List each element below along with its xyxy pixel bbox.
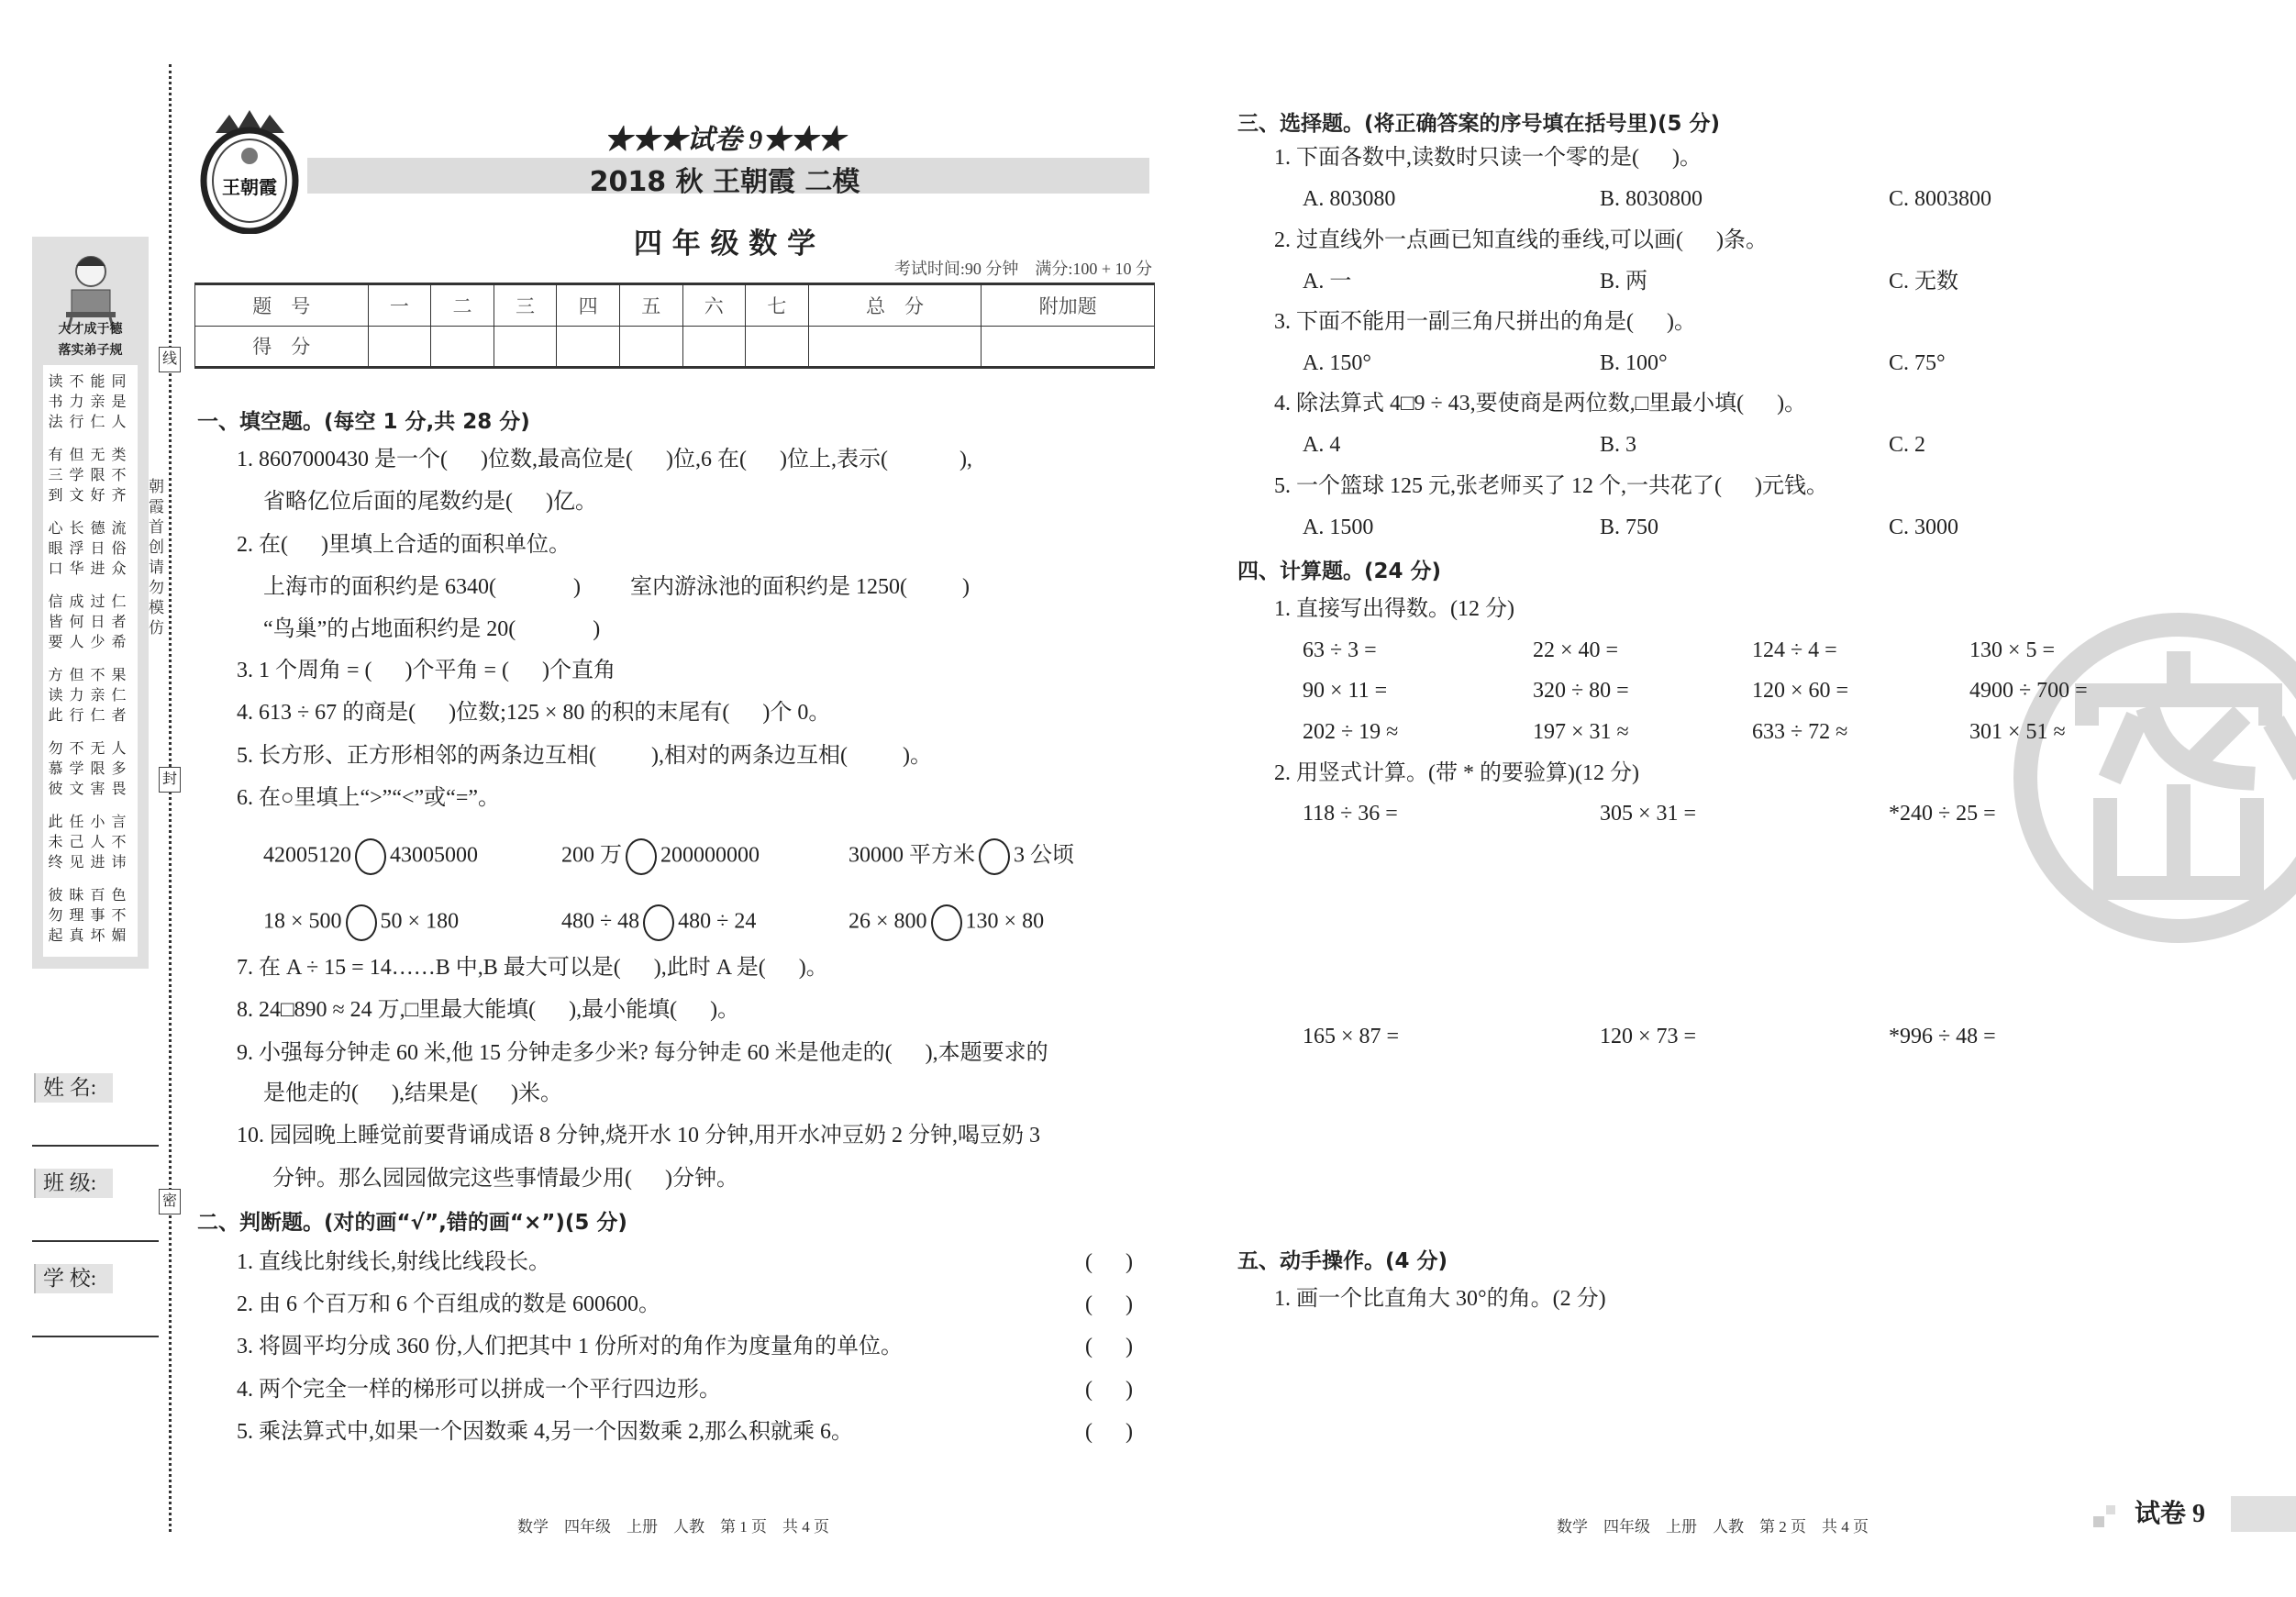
poem-line: 信成过仁 — [48, 594, 133, 610]
fill-blank-line: 7. 在 A ÷ 15 = 14……B 中,B 最大可以是( ),此时 A 是( )。 — [237, 956, 828, 980]
fill-blank-line: 是他走的( ),结果是( )米。 — [263, 1081, 562, 1105]
oral-calc-item: 301 × 51 ≈ — [1969, 720, 2066, 744]
choice-option: C. 无数 — [1889, 270, 1959, 294]
poem-gap — [43, 433, 138, 446]
choice-option: A. 4 — [1303, 433, 1341, 457]
score-header-cell: 二 — [431, 284, 494, 327]
comparison-right: 50 × 180 — [380, 909, 460, 934]
poem-gap — [43, 580, 138, 593]
paper-number: ★★★试卷 9★★★ — [604, 125, 846, 155]
di-zi-gui-poem — [43, 365, 138, 957]
choice-question: 3. 下面不能用一副三角尺拼出的角是( )。 — [1274, 310, 1696, 334]
answer-bracket[interactable]: ( ) — [1085, 1335, 1133, 1359]
fill-blank-line: 2. 在( )里填上合适的面积单位。 — [237, 533, 571, 557]
answer-circle[interactable] — [643, 904, 674, 941]
score-header-cell: 一 — [368, 284, 431, 327]
score-cell[interactable] — [368, 326, 431, 368]
oral-calc-item: 197 × 31 ≈ — [1533, 720, 1629, 744]
oral-calc-item: 130 × 5 = — [1969, 638, 2056, 662]
school-field[interactable] — [32, 1336, 159, 1337]
choice-question: 2. 过直线外一点画已知直线的垂线,可以画( )条。 — [1274, 228, 1768, 252]
fill-blank-line: 4. 613 ÷ 67 的商是( )位数;125 × 80 的积的末尾有( )个 0。 — [237, 701, 831, 725]
calc-part2-title: 2. 用竖式计算。(带 * 的要验算)(12 分) — [1274, 761, 1639, 785]
section-1-title: 一、填空题。(每空 1 分,共 28 分) — [197, 410, 530, 434]
answer-circle[interactable] — [626, 838, 657, 875]
poem-line: 书力亲是 — [48, 394, 133, 410]
copyright-note: 朝霞首创 请勿模仿 — [149, 478, 164, 637]
watermark-seal-icon — [2013, 613, 2296, 943]
comparison-item — [263, 838, 478, 875]
name-field[interactable] — [32, 1145, 159, 1147]
poem-line: 彼昧百色 — [48, 888, 133, 904]
logo-text: 王朝霞 — [222, 176, 277, 198]
choice-question: 5. 一个篮球 125 元,张老师买了 12 个,一共花了( )元钱。 — [1274, 474, 1828, 498]
answer-bracket[interactable]: ( ) — [1085, 1420, 1133, 1444]
fill-blank-line: 省略亿位后面的尾数约是( )亿。 — [263, 490, 597, 514]
motto-line: 落实弟子规 — [58, 343, 123, 358]
fill-blank-line: 1. 8607000430 是一个( )位数,最高位是( )位,6 在( )位上,表示( ), — [237, 448, 972, 471]
poem-line: 彼文害畏 — [48, 782, 133, 797]
score-header-row — [195, 284, 1155, 327]
score-header-cell: 附加题 — [982, 284, 1155, 327]
poem-gap — [43, 653, 138, 666]
poem-gap — [43, 800, 138, 813]
section-5-title: 五、动手操作。(4 分) — [1237, 1249, 1448, 1273]
oral-calc-item: 124 ÷ 4 = — [1752, 638, 1837, 662]
fill-blank-line: 10. 园园晚上睡觉前要背诵成语 8 分钟,烧开水 10 分钟,用开水冲豆奶 2 分钟,喝豆奶 3 — [237, 1124, 1040, 1148]
oral-calc-item: 22 × 40 = — [1533, 638, 1619, 662]
paper-tab-label: 试卷 9 — [2135, 1500, 2206, 1528]
section-4-title: 四、计算题。(24 分) — [1237, 560, 1442, 583]
comparison-left: 18 × 500 — [263, 909, 342, 934]
comparison-item — [561, 838, 760, 875]
name-label: 姓 名: — [34, 1073, 113, 1103]
choice-option: C. 3000 — [1889, 516, 1959, 539]
score-header-cell: 三 — [494, 284, 557, 327]
subject-title: 四 年 级 数 学 — [633, 227, 816, 261]
fill-blank-line: 6. 在○里填上“>”“<”或“=”。 — [237, 786, 501, 810]
tab-decoration — [2093, 1516, 2104, 1527]
calc-part1-title: 1. 直接写出得数。(12 分) — [1274, 597, 1514, 621]
class-label: 班 级: — [34, 1169, 113, 1198]
judgment-item: 2. 由 6 个百万和 6 个百组成的数是 600600。 — [237, 1292, 660, 1316]
section-3-title: 三、选择题。(将正确答案的序号填在括号里)(5 分) — [1237, 112, 1721, 136]
poem-line: 心长德流 — [48, 521, 133, 537]
answer-bracket[interactable]: ( ) — [1085, 1292, 1133, 1316]
vertical-calc-item: 120 × 73 = — [1600, 1025, 1697, 1048]
comparison-left: 30000 平方米 — [849, 843, 975, 868]
banner-title: 2018 秋 王朝霞 二模 — [589, 166, 860, 198]
fill-blank-line: 分钟。那么园园做完这些事情最少用( )分钟。 — [272, 1167, 738, 1191]
poem-line: 勿理事不 — [48, 908, 133, 924]
student-illustration — [64, 248, 117, 330]
comparison-right: 480 ÷ 24 — [678, 909, 757, 934]
page-footer-left: 数学 四年级 上册 人教 第 1 页 共 4 页 — [517, 1518, 829, 1536]
choice-option: A. 1500 — [1303, 516, 1374, 539]
fill-blank-line: “鸟巢”的占地面积约是 20( ) — [263, 617, 601, 641]
choice-option: C. 8003800 — [1889, 187, 1992, 211]
score-cell[interactable] — [494, 326, 557, 368]
choice-option: B. 3 — [1600, 433, 1637, 457]
comparison-item — [561, 904, 756, 941]
oral-calc-item: 63 ÷ 3 = — [1303, 638, 1377, 662]
comparison-left: 26 × 800 — [849, 909, 927, 934]
poem-gap — [43, 506, 138, 519]
comparison-right: 130 × 80 — [965, 909, 1045, 934]
poem-line: 口华进众 — [48, 561, 133, 577]
answer-circle[interactable] — [346, 904, 377, 941]
comparison-item — [849, 904, 1044, 941]
vertical-calc-item: 165 × 87 = — [1303, 1025, 1400, 1048]
judgment-item: 1. 直线比射线长,射线比线段长。 — [237, 1250, 550, 1274]
score-cell[interactable] — [682, 326, 746, 368]
score-header-cell: 七 — [746, 284, 809, 327]
choice-option: B. 8030800 — [1600, 187, 1703, 211]
comparison-right: 43005000 — [390, 843, 478, 868]
score-cell[interactable] — [619, 326, 682, 368]
oral-calc-item: 202 ÷ 19 ≈ — [1303, 720, 1399, 744]
sidebar-panel — [32, 237, 149, 969]
score-table — [194, 283, 1155, 369]
score-header-cell: 四 — [557, 284, 620, 327]
choice-option: A. 一 — [1303, 270, 1352, 294]
choice-option: B. 750 — [1600, 516, 1659, 539]
brand-logo — [197, 105, 303, 234]
score-row — [195, 326, 1155, 368]
comparison-right: 3 公顷 — [1014, 843, 1074, 868]
fill-blank-line: 9. 小强每分钟走 60 米,他 15 分钟走多少米? 每分钟走 60 米是他走的( ),本题要求的 — [237, 1041, 1048, 1065]
poem-line: 要人少希 — [48, 635, 133, 650]
judgment-item: 3. 将圆平均分成 360 份,人们把其中 1 份所对的角作为度量角的单位。 — [237, 1335, 903, 1359]
vertical-calc-item: *240 ÷ 25 = — [1889, 802, 1996, 826]
score-header-cell: 五 — [619, 284, 682, 327]
judgment-item: 5. 乘法算式中,如果一个因数乘 4,另一个因数乘 2,那么积就乘 6。 — [237, 1420, 853, 1444]
poem-line: 方但不果 — [48, 668, 133, 683]
choice-question: 1. 下面各数中,读数时只读一个零的是( )。 — [1274, 146, 1702, 170]
fill-blank-line: 5. 长方形、正方形相邻的两条边互相( ),相对的两条边互相( )。 — [237, 744, 932, 768]
oral-calc-item: 633 ÷ 72 ≈ — [1752, 720, 1848, 744]
poem-line: 此行仁者 — [48, 708, 133, 724]
score-cell[interactable] — [746, 326, 809, 368]
binding-mark: 线 — [159, 347, 181, 372]
poem-line: 慕学限多 — [48, 761, 133, 777]
oral-calc-item: 320 ÷ 80 = — [1533, 679, 1629, 703]
poem-line: 到文好齐 — [48, 488, 133, 504]
binding-line — [169, 64, 172, 1532]
binding-mark: 封 — [159, 767, 181, 793]
score-header-cell: 题 号 — [195, 284, 369, 327]
oral-calc-item: 120 × 60 = — [1752, 679, 1849, 703]
choice-option: B. 两 — [1600, 270, 1648, 294]
comparison-item — [263, 904, 459, 941]
fill-blank-line: 上海市的面积约是 6340( ) 室内游泳池的面积约是 1250( ) — [263, 575, 970, 599]
poem-line: 起真坏媚 — [48, 928, 133, 944]
poem-line: 勿不无人 — [48, 741, 133, 757]
choice-option: B. 100° — [1600, 351, 1668, 375]
poem-line: 三学限不 — [48, 468, 133, 483]
comparison-left: 200 万 — [561, 843, 622, 868]
vertical-calc-item: 305 × 31 = — [1600, 802, 1697, 826]
poem-gap — [43, 873, 138, 886]
vertical-calc-item: *996 ÷ 48 = — [1889, 1025, 1996, 1048]
answer-circle[interactable] — [979, 838, 1010, 875]
drawing-question: 1. 画一个比直角大 30°的角。(2 分) — [1274, 1287, 1606, 1311]
score-cell[interactable] — [557, 326, 620, 368]
answer-bracket[interactable]: ( ) — [1085, 1250, 1133, 1274]
score-header-cell: 六 — [682, 284, 746, 327]
poem-line: 有但无类 — [48, 448, 133, 463]
fill-blank-line: 8. 24□890 ≈ 24 万,□里最大能填( ),最小能填( )。 — [237, 998, 740, 1022]
answer-circle[interactable] — [931, 904, 962, 941]
choice-question: 4. 除法算式 4□9 ÷ 43,要使商是两位数,□里最小填( )。 — [1274, 392, 1807, 416]
poem-line: 读不能同 — [48, 374, 133, 390]
answer-circle[interactable] — [355, 838, 386, 875]
fill-blank-line: 3. 1 个周角 = ( )个平角 = ( )个直角 — [237, 659, 616, 682]
choice-option: A. 150° — [1303, 351, 1371, 375]
comparison-right: 200000000 — [660, 843, 760, 868]
score-row-label: 得 分 — [195, 326, 369, 368]
poem-line: 法行仁人 — [48, 415, 133, 430]
exam-info: 考试时间:90 分钟 满分:100 + 10 分 — [893, 260, 1152, 278]
paper-tab — [2093, 1496, 2296, 1532]
poem-line: 皆何日者 — [48, 615, 133, 630]
score-header-cell: 总 分 — [808, 284, 982, 327]
section-2-title: 二、判断题。(对的画“√”,错的画“×”)(5 分) — [197, 1211, 627, 1235]
tab-decoration — [2106, 1505, 2115, 1514]
page-footer-right: 数学 四年级 上册 人教 第 2 页 共 4 页 — [1557, 1518, 1869, 1536]
choice-option: C. 75° — [1889, 351, 1946, 375]
oral-calc-item: 90 × 11 = — [1303, 679, 1388, 703]
choice-option: C. 2 — [1889, 433, 1926, 457]
vertical-calc-item: 118 ÷ 36 = — [1303, 802, 1398, 826]
class-field[interactable] — [32, 1240, 159, 1242]
poem-line: 此任小言 — [48, 815, 133, 830]
score-cell[interactable] — [431, 326, 494, 368]
score-cell[interactable] — [982, 326, 1155, 368]
poem-line: 未己人不 — [48, 835, 133, 850]
tab-decoration — [2231, 1496, 2296, 1532]
choice-option: A. 803080 — [1303, 187, 1396, 211]
comparison-left: 42005120 — [263, 843, 351, 868]
answer-bracket[interactable]: ( ) — [1085, 1378, 1133, 1402]
comparison-left: 480 ÷ 48 — [561, 909, 640, 934]
motto-line: 大才成于德 — [58, 322, 123, 337]
poem-line: 读力亲仁 — [48, 688, 133, 704]
judgment-item: 4. 两个完全一样的梯形可以拼成一个平行四边形。 — [237, 1378, 721, 1402]
school-label: 学 校: — [34, 1264, 113, 1293]
poem-line: 眼浮日俗 — [48, 541, 133, 557]
score-cell[interactable] — [808, 326, 982, 368]
comparison-item — [849, 838, 1074, 875]
binding-mark: 密 — [159, 1189, 181, 1214]
poem-line: 终见进讳 — [48, 855, 133, 871]
poem-gap — [43, 726, 138, 739]
oral-calc-item: 4900 ÷ 700 = — [1969, 679, 2088, 703]
